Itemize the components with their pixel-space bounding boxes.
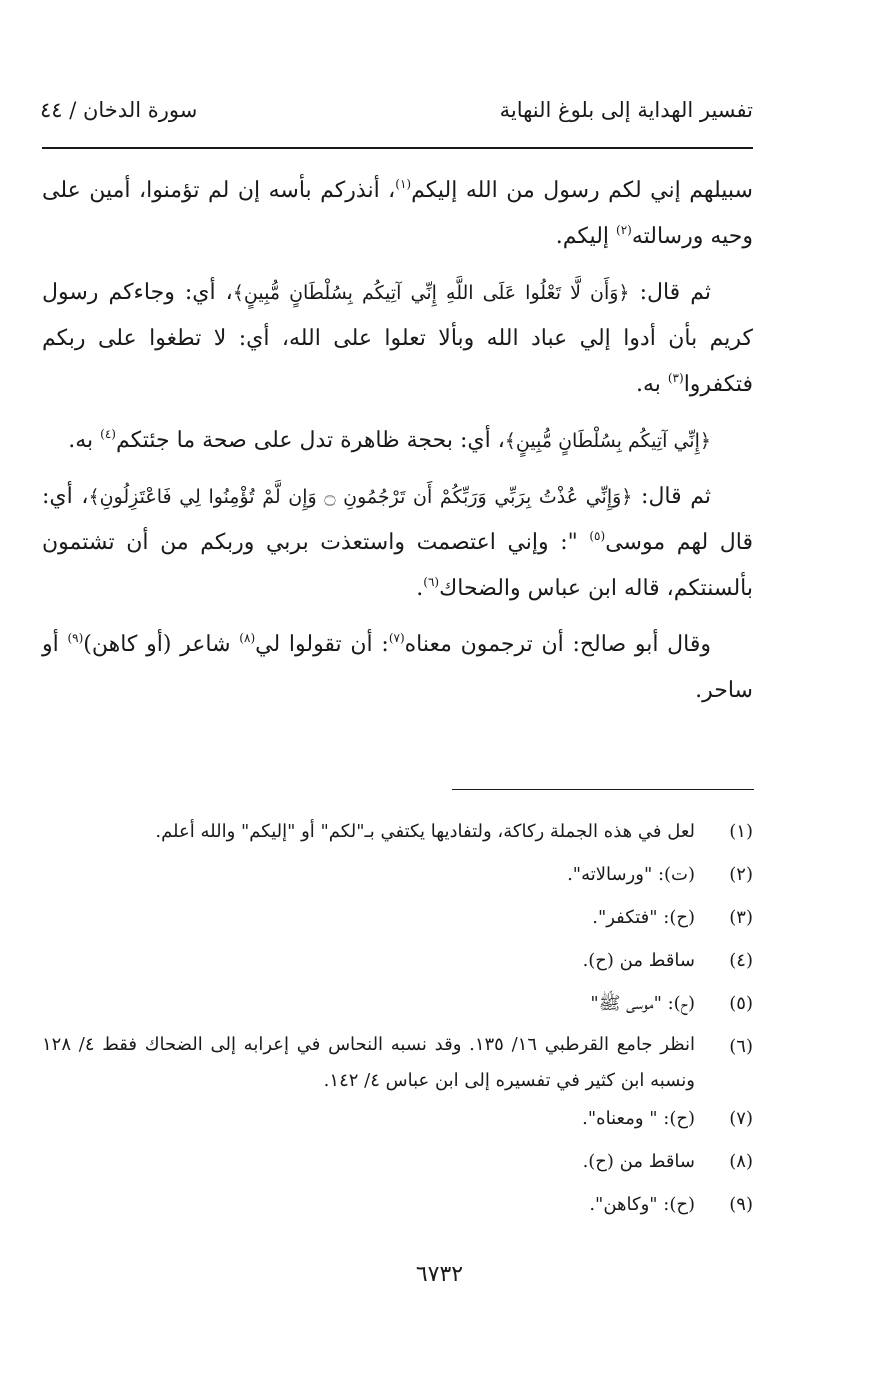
footnote-text: لعل في هذه الجملة ركاكة، ولتفاديها يكتفي بـ"لكم" أو "إليكم" والله أعلم. <box>155 821 695 842</box>
footnote-item <box>42 941 753 984</box>
text-run: به. <box>68 428 101 453</box>
footnote-item <box>42 855 753 898</box>
footnote-number: (٢) <box>729 864 753 885</box>
quran-verse: ﴿إِنِّي آتِيكُم بِسُلْطَانٍ مُّبِينٍ﴾ <box>504 430 711 452</box>
footnote-text: (ح): " ومعناه". <box>582 1108 695 1129</box>
text-run: . <box>416 576 424 601</box>
main-text <box>42 168 753 724</box>
text-run: ، أنذركم بأسه إن لم تؤمنوا، أمين على وحيه ورسالته <box>42 178 753 249</box>
text-run: ": وإني اعتصمت واستعذت بربي وربكم من أن تشتمون بألسنتكم، قاله ابن عباس والضحاك <box>42 530 753 601</box>
footnotes <box>42 812 753 1228</box>
footnote-ref: (٦) <box>423 575 440 589</box>
footnote-ref: (٣) <box>667 371 684 385</box>
text-run: أو ساحر. <box>42 632 753 703</box>
text-run: ، أي: وجاءكم رسول كريم بأن أدوا إلي عباد الله وبألا تعلوا على الله، أي: لا تطغوا على ربكم فتكفروا <box>42 280 753 397</box>
book-title: تفسير الهداية إلى بلوغ النهاية <box>499 98 753 122</box>
footnote-divider <box>452 789 754 790</box>
text-run: : أن تقولوا لي <box>255 632 389 657</box>
footnote-item <box>42 1142 753 1185</box>
header-divider <box>42 147 753 149</box>
footnote-text: (ح): "موسى ﷺ" <box>590 993 695 1014</box>
footnote-text: (ح): "فتكفر". <box>592 907 695 928</box>
quran-verse: ﴿وَإِنِّي عُذْتُ بِرَبِّي وَرَبِّكُمْ أَن تَرْجُمُونِ ۝ وَإِن لَّمْ تُؤْمِنُوا لِي فَاعْتَزِلُونِ﴾ <box>88 486 633 508</box>
text-run: ثم قال: <box>632 484 712 509</box>
footnote-item <box>42 812 753 855</box>
footnote-number: (٥) <box>729 993 753 1014</box>
text-run: إليكم. <box>555 224 616 249</box>
footnote-item <box>42 1027 753 1099</box>
footnote-ref: (٧) <box>388 631 405 645</box>
footnote-number: (١) <box>729 821 753 842</box>
footnote-ref: (٨) <box>239 631 256 645</box>
paragraph-2 <box>42 270 753 408</box>
footnote-ref: (٩) <box>67 631 84 645</box>
footnote-item <box>42 898 753 941</box>
chapter-title: سورة الدخان / ٤٤ <box>40 98 198 122</box>
footnote-ref: (٤) <box>100 427 116 441</box>
footnote-text: (ح): "وكاهن". <box>589 1194 695 1215</box>
text-run: ، أي: بحجة ظاهرة تدل على صحة ما جئتكم <box>115 428 505 453</box>
paragraph-4 <box>42 474 753 612</box>
footnote-ref: (١) <box>395 177 412 191</box>
paragraph-5 <box>42 622 753 714</box>
footnote-text: انظر جامع القرطبي ١٦/ ١٣٥. وقد نسبه النحاس في إعرابه إلى الضحاك فقط ٤/ ١٢٨ ونسبه ابن كثير في تفسيره إلى ابن عباس ٤/ ١٤٢. <box>42 1034 695 1091</box>
paragraph-3 <box>42 418 753 464</box>
footnote-item <box>42 984 753 1027</box>
footnote-text: ساقط من (ح). <box>582 1151 695 1172</box>
footnote-ref: (٢) <box>616 223 632 237</box>
text-run: ثم قال: <box>629 280 711 305</box>
page-number: ٦٧٣٢ <box>415 1262 464 1287</box>
footnote-item <box>42 1099 753 1142</box>
footnote-number: (٦) <box>729 1036 753 1057</box>
footnote-number: (٤) <box>729 950 753 971</box>
footnote-number: (٣) <box>729 907 753 928</box>
footnote-text: (ت): "ورسالاته". <box>567 864 695 885</box>
footnote-text: ساقط من (ح). <box>582 950 695 971</box>
text-run: وقال أبو صالح: أن ترجمون معناه <box>404 632 712 657</box>
text-run: ، أي: قال لهم موسى <box>42 484 753 555</box>
paragraph-1 <box>42 168 753 260</box>
text-run: شاعر (أو كاهن) <box>83 632 240 657</box>
running-header <box>40 98 753 138</box>
footnote-number: (٩) <box>729 1194 753 1215</box>
text-run: به. <box>635 372 668 397</box>
text-run: سبيلهم إني لكم رسول من الله إليكم <box>411 178 753 203</box>
footnote-ref: (٥) <box>589 529 606 543</box>
footnote-item <box>42 1185 753 1228</box>
footnote-number: (٧) <box>729 1108 753 1129</box>
footnote-number: (٨) <box>729 1151 753 1172</box>
quran-verse: ﴿وَأَن لَّا تَعْلُوا عَلَى اللَّهِ إِنِّي آتِيكُم بِسُلْطَانٍ مُّبِينٍ﴾ <box>232 282 630 304</box>
